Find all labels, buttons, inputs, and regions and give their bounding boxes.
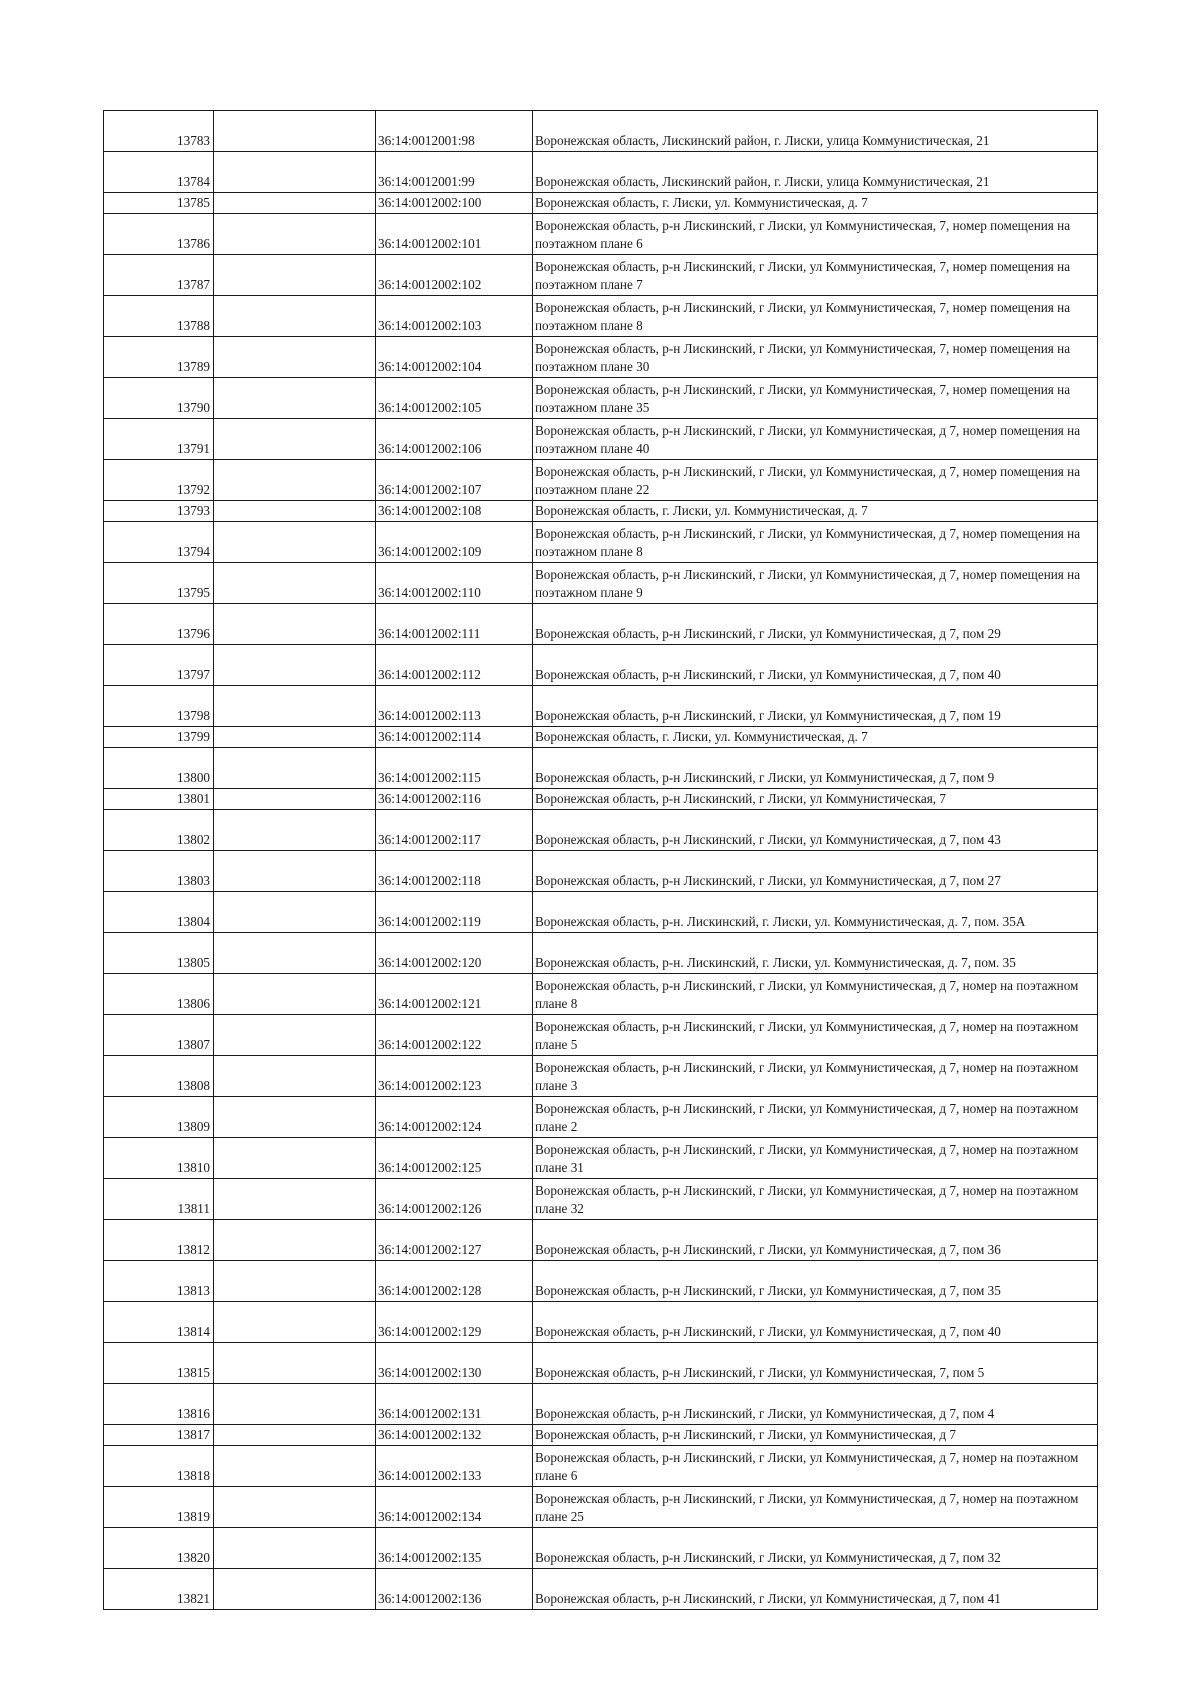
registry-number-cell: 13784 [104, 152, 214, 193]
registry-number-cell: 13792 [104, 460, 214, 501]
address-cell: Воронежская область, р-н Лискинский, г Лиски, ул Коммунистическая, д 7, номер на поэтажном плане 32 [533, 1179, 1098, 1220]
address-cell: Воронежская область, р-н Лискинский, г Лиски, ул Коммунистическая, 7, номер помещения на поэтажном плане 30 [533, 337, 1098, 378]
cadastral-number-cell: 36:14:0012002:121 [376, 974, 533, 1015]
empty-cell [214, 111, 376, 152]
cadastral-number-cell: 36:14:0012002:120 [376, 933, 533, 974]
table-row [104, 748, 1098, 789]
address-cell: Воронежская область, р-н Лискинский, г Лиски, ул Коммунистическая, 7, номер помещения на поэтажном плане 8 [533, 296, 1098, 337]
empty-cell [214, 974, 376, 1015]
address-cell: Воронежская область, р-н Лискинский, г Лиски, ул Коммунистическая, д 7, номер помещения на поэтажном плане 9 [533, 563, 1098, 604]
empty-cell [214, 1569, 376, 1610]
address-cell: Воронежская область, р-н Лискинский, г Лиски, ул Коммунистическая, д 7, номер на поэтажном плане 25 [533, 1487, 1098, 1528]
address-cell: Воронежская область, р-н Лискинский, г Лиски, ул Коммунистическая, д 7, пом 32 [533, 1528, 1098, 1569]
address-cell: Воронежская область, р-н Лискинский, г Лиски, ул Коммунистическая, д 7, номер на поэтажном плане 5 [533, 1015, 1098, 1056]
address-cell: Воронежская область, р-н Лискинский, г Лиски, ул Коммунистическая, д 7, номер на поэтажном плане 8 [533, 974, 1098, 1015]
address-cell: Воронежская область, р-н Лискинский, г Лиски, ул Коммунистическая, д 7, пом 4 [533, 1384, 1098, 1425]
table-row [104, 419, 1098, 460]
cadastral-number-cell: 36:14:0012001:99 [376, 152, 533, 193]
address-cell: Воронежская область, р-н Лискинский, г Лиски, ул Коммунистическая, 7, номер помещения на поэтажном плане 6 [533, 214, 1098, 255]
address-cell: Воронежская область, р-н Лискинский, г Лиски, ул Коммунистическая, д 7, номер помещения на поэтажном плане 8 [533, 522, 1098, 563]
cadastral-number-cell: 36:14:0012002:111 [376, 604, 533, 645]
cadastral-number-cell: 36:14:0012002:136 [376, 1569, 533, 1610]
address-cell: Воронежская область, р-н Лискинский, г Лиски, ул Коммунистическая, 7, номер помещения на поэтажном плане 35 [533, 378, 1098, 419]
empty-cell [214, 460, 376, 501]
table-row [104, 193, 1098, 214]
registry-number-cell: 13806 [104, 974, 214, 1015]
registry-number-cell: 13796 [104, 604, 214, 645]
registry-number-cell: 13811 [104, 1179, 214, 1220]
cadastral-number-cell: 36:14:0012002:117 [376, 810, 533, 851]
empty-cell [214, 1015, 376, 1056]
table-row [104, 1138, 1098, 1179]
table-row [104, 378, 1098, 419]
table-row [104, 111, 1098, 152]
table-row [104, 727, 1098, 748]
table-row [104, 522, 1098, 563]
cadastral-number-cell: 36:14:0012002:134 [376, 1487, 533, 1528]
table-row [104, 1384, 1098, 1425]
table-row [104, 1528, 1098, 1569]
address-cell: Воронежская область, р-н. Лискинский, г. Лиски, ул. Коммунистическая, д. 7, пом. 35 [533, 933, 1098, 974]
address-cell: Воронежская область, р-н Лискинский, г Лиски, ул Коммунистическая, д 7, номер на поэтажном плане 6 [533, 1446, 1098, 1487]
empty-cell [214, 1302, 376, 1343]
table-row [104, 1487, 1098, 1528]
cadastral-number-cell: 36:14:0012002:126 [376, 1179, 533, 1220]
address-cell: Воронежская область, р-н Лискинский, г Лиски, ул Коммунистическая, 7 [533, 789, 1098, 810]
empty-cell [214, 501, 376, 522]
empty-cell [214, 1179, 376, 1220]
empty-cell [214, 933, 376, 974]
table-row [104, 501, 1098, 522]
cadastral-number-cell: 36:14:0012002:104 [376, 337, 533, 378]
registry-number-cell: 13810 [104, 1138, 214, 1179]
empty-cell [214, 1220, 376, 1261]
registry-number-cell: 13799 [104, 727, 214, 748]
table-row [104, 933, 1098, 974]
table-row [104, 604, 1098, 645]
registry-number-cell: 13790 [104, 378, 214, 419]
registry-number-cell: 13821 [104, 1569, 214, 1610]
empty-cell [214, 1487, 376, 1528]
table-row [104, 337, 1098, 378]
table-row [104, 1302, 1098, 1343]
table-row [104, 1261, 1098, 1302]
empty-cell [214, 1425, 376, 1446]
registry-number-cell: 13816 [104, 1384, 214, 1425]
cadastral-number-cell: 36:14:0012002:102 [376, 255, 533, 296]
table-row [104, 255, 1098, 296]
registry-number-cell: 13807 [104, 1015, 214, 1056]
address-cell: Воронежская область, р-н Лискинский, г Лиски, ул Коммунистическая, д 7, пом 36 [533, 1220, 1098, 1261]
registry-number-cell: 13786 [104, 214, 214, 255]
table-row [104, 1569, 1098, 1610]
address-cell: Воронежская область, г. Лиски, ул. Коммунистическая, д. 7 [533, 501, 1098, 522]
address-cell: Воронежская область, г. Лиски, ул. Коммунистическая, д. 7 [533, 727, 1098, 748]
address-cell: Воронежская область, р-н Лискинский, г Лиски, ул Коммунистическая, д 7, номер на поэтажном плане 3 [533, 1056, 1098, 1097]
empty-cell [214, 851, 376, 892]
registry-number-cell: 13798 [104, 686, 214, 727]
registry-number-cell: 13813 [104, 1261, 214, 1302]
address-cell: Воронежская область, р-н Лискинский, г Лиски, ул Коммунистическая, д 7, пом 19 [533, 686, 1098, 727]
address-cell: Воронежская область, р-н Лискинский, г Лиски, ул Коммунистическая, д 7, пом 40 [533, 645, 1098, 686]
registry-number-cell: 13793 [104, 501, 214, 522]
empty-cell [214, 645, 376, 686]
registry-number-cell: 13804 [104, 892, 214, 933]
registry-number-cell: 13809 [104, 1097, 214, 1138]
cadastral-number-cell: 36:14:0012002:106 [376, 419, 533, 460]
cadastral-number-cell: 36:14:0012002:112 [376, 645, 533, 686]
empty-cell [214, 1261, 376, 1302]
address-cell: Воронежская область, р-н Лискинский, г Лиски, ул Коммунистическая, д 7, пом 35 [533, 1261, 1098, 1302]
address-cell: Воронежская область, Лискинский район, г. Лиски, улица Коммунистическая, 21 [533, 152, 1098, 193]
registry-number-cell: 13818 [104, 1446, 214, 1487]
table-row [104, 1343, 1098, 1384]
property-registry-table [103, 110, 1098, 1610]
cadastral-number-cell: 36:14:0012002:115 [376, 748, 533, 789]
registry-number-cell: 13785 [104, 193, 214, 214]
empty-cell [214, 727, 376, 748]
empty-cell [214, 1384, 376, 1425]
empty-cell [214, 1446, 376, 1487]
empty-cell [214, 748, 376, 789]
registry-number-cell: 13789 [104, 337, 214, 378]
empty-cell [214, 810, 376, 851]
table-row [104, 1446, 1098, 1487]
empty-cell [214, 378, 376, 419]
address-cell: Воронежская область, р-н Лискинский, г Лиски, ул Коммунистическая, д 7, номер на поэтажном плане 2 [533, 1097, 1098, 1138]
cadastral-number-cell: 36:14:0012002:131 [376, 1384, 533, 1425]
registry-number-cell: 13788 [104, 296, 214, 337]
cadastral-number-cell: 36:14:0012002:114 [376, 727, 533, 748]
registry-table-body [104, 111, 1098, 1610]
empty-cell [214, 789, 376, 810]
address-cell: Воронежская область, р-н Лискинский, г Лиски, ул Коммунистическая, д 7, пом 29 [533, 604, 1098, 645]
registry-number-cell: 13815 [104, 1343, 214, 1384]
cadastral-number-cell: 36:14:0012002:123 [376, 1056, 533, 1097]
registry-number-cell: 13802 [104, 810, 214, 851]
cadastral-number-cell: 36:14:0012001:98 [376, 111, 533, 152]
cadastral-number-cell: 36:14:0012002:105 [376, 378, 533, 419]
cadastral-number-cell: 36:14:0012002:101 [376, 214, 533, 255]
address-cell: Воронежская область, р-н Лискинский, г Лиски, ул Коммунистическая, д 7 [533, 1425, 1098, 1446]
cadastral-number-cell: 36:14:0012002:108 [376, 501, 533, 522]
address-cell: Воронежская область, р-н Лискинский, г Лиски, ул Коммунистическая, д 7, номер на поэтажном плане 31 [533, 1138, 1098, 1179]
table-row [104, 1097, 1098, 1138]
registry-number-cell: 13812 [104, 1220, 214, 1261]
registry-number-cell: 13817 [104, 1425, 214, 1446]
registry-number-cell: 13820 [104, 1528, 214, 1569]
cadastral-number-cell: 36:14:0012002:100 [376, 193, 533, 214]
empty-cell [214, 1343, 376, 1384]
empty-cell [214, 1528, 376, 1569]
cadastral-number-cell: 36:14:0012002:103 [376, 296, 533, 337]
registry-number-cell: 13808 [104, 1056, 214, 1097]
registry-number-cell: 13794 [104, 522, 214, 563]
empty-cell [214, 296, 376, 337]
table-row [104, 1220, 1098, 1261]
cadastral-number-cell: 36:14:0012002:119 [376, 892, 533, 933]
empty-cell [214, 152, 376, 193]
table-row [104, 1015, 1098, 1056]
registry-number-cell: 13787 [104, 255, 214, 296]
cadastral-number-cell: 36:14:0012002:132 [376, 1425, 533, 1446]
empty-cell [214, 563, 376, 604]
registry-number-cell: 13819 [104, 1487, 214, 1528]
table-row [104, 892, 1098, 933]
address-cell: Воронежская область, г. Лиски, ул. Коммунистическая, д. 7 [533, 193, 1098, 214]
empty-cell [214, 892, 376, 933]
empty-cell [214, 255, 376, 296]
cadastral-number-cell: 36:14:0012002:135 [376, 1528, 533, 1569]
table-row [104, 460, 1098, 501]
address-cell: Воронежская область, р-н. Лискинский, г. Лиски, ул. Коммунистическая, д. 7, пом. 35А [533, 892, 1098, 933]
cadastral-number-cell: 36:14:0012002:129 [376, 1302, 533, 1343]
empty-cell [214, 419, 376, 460]
address-cell: Воронежская область, р-н Лискинский, г Лиски, ул Коммунистическая, д 7, номер помещения на поэтажном плане 40 [533, 419, 1098, 460]
address-cell: Воронежская область, Лискинский район, г. Лиски, улица Коммунистическая, 21 [533, 111, 1098, 152]
cadastral-number-cell: 36:14:0012002:110 [376, 563, 533, 604]
registry-number-cell: 13805 [104, 933, 214, 974]
registry-number-cell: 13800 [104, 748, 214, 789]
table-row [104, 296, 1098, 337]
registry-number-cell: 13783 [104, 111, 214, 152]
table-row [104, 810, 1098, 851]
registry-number-cell: 13797 [104, 645, 214, 686]
registry-number-cell: 13801 [104, 789, 214, 810]
empty-cell [214, 1097, 376, 1138]
table-row [104, 1056, 1098, 1097]
cadastral-number-cell: 36:14:0012002:107 [376, 460, 533, 501]
table-row [104, 789, 1098, 810]
cadastral-number-cell: 36:14:0012002:127 [376, 1220, 533, 1261]
cadastral-number-cell: 36:14:0012002:133 [376, 1446, 533, 1487]
cadastral-number-cell: 36:14:0012002:130 [376, 1343, 533, 1384]
empty-cell [214, 1138, 376, 1179]
address-cell: Воронежская область, р-н Лискинский, г Лиски, ул Коммунистическая, д 7, номер помещения на поэтажном плане 22 [533, 460, 1098, 501]
table-row [104, 214, 1098, 255]
address-cell: Воронежская область, р-н Лискинский, г Лиски, ул Коммунистическая, д 7, пом 43 [533, 810, 1098, 851]
registry-number-cell: 13814 [104, 1302, 214, 1343]
table-row [104, 563, 1098, 604]
address-cell: Воронежская область, р-н Лискинский, г Лиски, ул Коммунистическая, 7, пом 5 [533, 1343, 1098, 1384]
address-cell: Воронежская область, р-н Лискинский, г Лиски, ул Коммунистическая, д 7, пом 9 [533, 748, 1098, 789]
cadastral-number-cell: 36:14:0012002:128 [376, 1261, 533, 1302]
table-row [104, 645, 1098, 686]
cadastral-number-cell: 36:14:0012002:122 [376, 1015, 533, 1056]
cadastral-number-cell: 36:14:0012002:118 [376, 851, 533, 892]
cadastral-number-cell: 36:14:0012002:125 [376, 1138, 533, 1179]
cadastral-number-cell: 36:14:0012002:116 [376, 789, 533, 810]
table-row [104, 1425, 1098, 1446]
registry-number-cell: 13803 [104, 851, 214, 892]
empty-cell [214, 193, 376, 214]
cadastral-number-cell: 36:14:0012002:124 [376, 1097, 533, 1138]
table-row [104, 686, 1098, 727]
table-row [104, 851, 1098, 892]
address-cell: Воронежская область, р-н Лискинский, г Лиски, ул Коммунистическая, д 7, пом 41 [533, 1569, 1098, 1610]
empty-cell [214, 337, 376, 378]
registry-number-cell: 13791 [104, 419, 214, 460]
table-row [104, 974, 1098, 1015]
cadastral-number-cell: 36:14:0012002:109 [376, 522, 533, 563]
registry-number-cell: 13795 [104, 563, 214, 604]
empty-cell [214, 1056, 376, 1097]
empty-cell [214, 522, 376, 563]
address-cell: Воронежская область, р-н Лискинский, г Лиски, ул Коммунистическая, д 7, пом 40 [533, 1302, 1098, 1343]
cadastral-number-cell: 36:14:0012002:113 [376, 686, 533, 727]
empty-cell [214, 686, 376, 727]
table-row [104, 152, 1098, 193]
empty-cell [214, 604, 376, 645]
address-cell: Воронежская область, р-н Лискинский, г Лиски, ул Коммунистическая, д 7, пом 27 [533, 851, 1098, 892]
empty-cell [214, 214, 376, 255]
address-cell: Воронежская область, р-н Лискинский, г Лиски, ул Коммунистическая, 7, номер помещения на поэтажном плане 7 [533, 255, 1098, 296]
table-row [104, 1179, 1098, 1220]
